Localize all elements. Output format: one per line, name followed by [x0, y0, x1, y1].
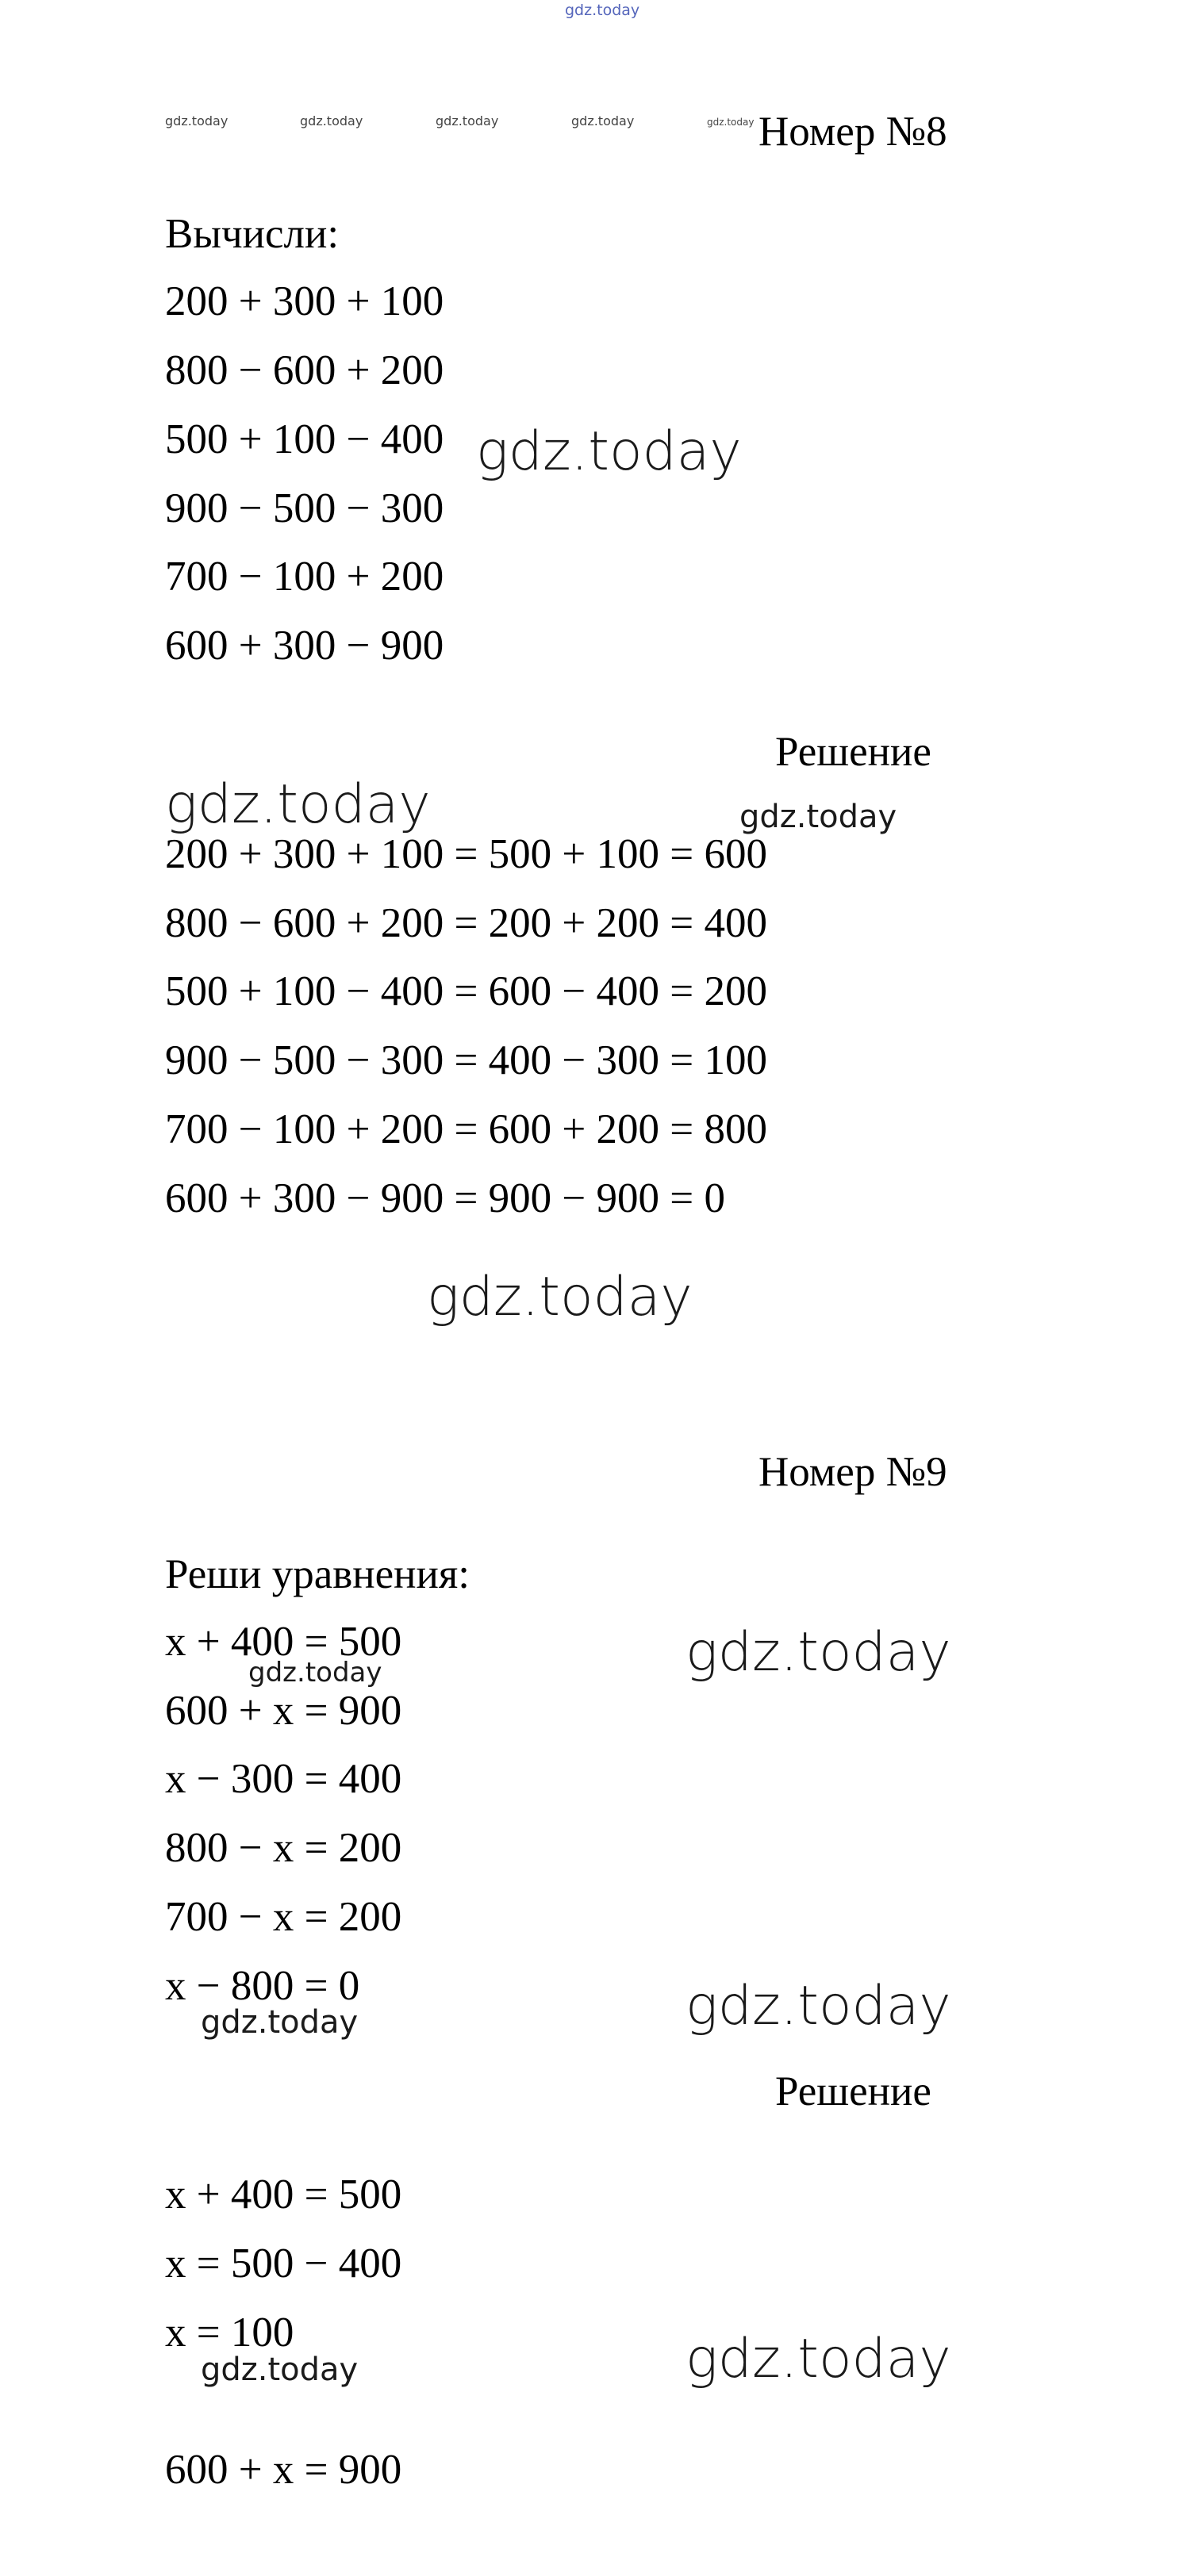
task-9-equation: x + 400 = 500	[165, 1619, 402, 1665]
watermark: gdz.today	[476, 420, 742, 483]
task-8-solution: 800 − 600 + 200 = 200 + 200 = 400	[165, 900, 767, 946]
watermark: gdz.today	[427, 1266, 693, 1328]
task-9-solution: x = 100	[165, 2310, 294, 2356]
task-8-solution-label: Решение	[775, 729, 931, 775]
task-9-equation: x − 300 = 400	[165, 1756, 402, 1802]
task-9-solution: x = 500 − 400	[165, 2241, 402, 2287]
task-8-problem: 700 − 100 + 200	[165, 554, 444, 600]
task-9-equation: 700 − x = 200	[165, 1894, 402, 1940]
task-8-solution: 700 − 100 + 200 = 600 + 200 = 800	[165, 1106, 767, 1152]
watermark: gdz.today	[685, 1975, 951, 2037]
task-8-problem: 900 − 500 − 300	[165, 485, 444, 531]
watermark: gdz.today	[436, 113, 499, 128]
watermark: gdz.today	[165, 113, 228, 128]
task-9-solution: 600 + x = 900	[165, 2447, 402, 2493]
task-8-problem: 600 + 300 − 900	[165, 623, 444, 669]
watermark: gdz.today	[707, 117, 755, 128]
task-8-problem: 800 − 600 + 200	[165, 347, 444, 393]
task-9-prompt: Реши уравнения:	[165, 1551, 470, 1597]
watermark: gdz.today	[300, 113, 363, 128]
task-9-equation: 800 − x = 200	[165, 1825, 402, 1871]
task-9-solution-label: Решение	[775, 2068, 931, 2114]
watermark: gdz.today	[685, 1621, 951, 1684]
task-8-problem: 200 + 300 + 100	[165, 278, 444, 324]
task-8-solution: 500 + 100 − 400 = 600 − 400 = 200	[165, 968, 767, 1014]
watermark: gdz.today	[165, 773, 431, 836]
watermark: gdz.today	[565, 2, 640, 19]
task-8-solution: 200 + 300 + 100 = 500 + 100 = 600	[165, 831, 767, 877]
watermark: gdz.today	[685, 2328, 951, 2390]
watermark: gdz.today	[739, 799, 897, 835]
watermark: gdz.today	[201, 2352, 359, 2388]
task-8-prompt: Вычисли:	[165, 211, 340, 257]
task-8-title: Номер №8	[758, 109, 947, 155]
task-8-solution: 600 + 300 − 900 = 900 − 900 = 0	[165, 1175, 725, 1221]
watermark: gdz.today	[248, 1657, 382, 1689]
task-8-solution: 900 − 500 − 300 = 400 − 300 = 100	[165, 1037, 767, 1083]
task-9-equation: x − 800 = 0	[165, 1963, 360, 2009]
task-9-title: Номер №9	[758, 1449, 947, 1495]
task-9-solution: x + 400 = 500	[165, 2172, 402, 2218]
task-9-equation: 600 + x = 900	[165, 1688, 402, 1734]
watermark: gdz.today	[571, 113, 635, 128]
task-8-problem: 500 + 100 − 400	[165, 416, 444, 462]
watermark: gdz.today	[201, 2004, 359, 2041]
